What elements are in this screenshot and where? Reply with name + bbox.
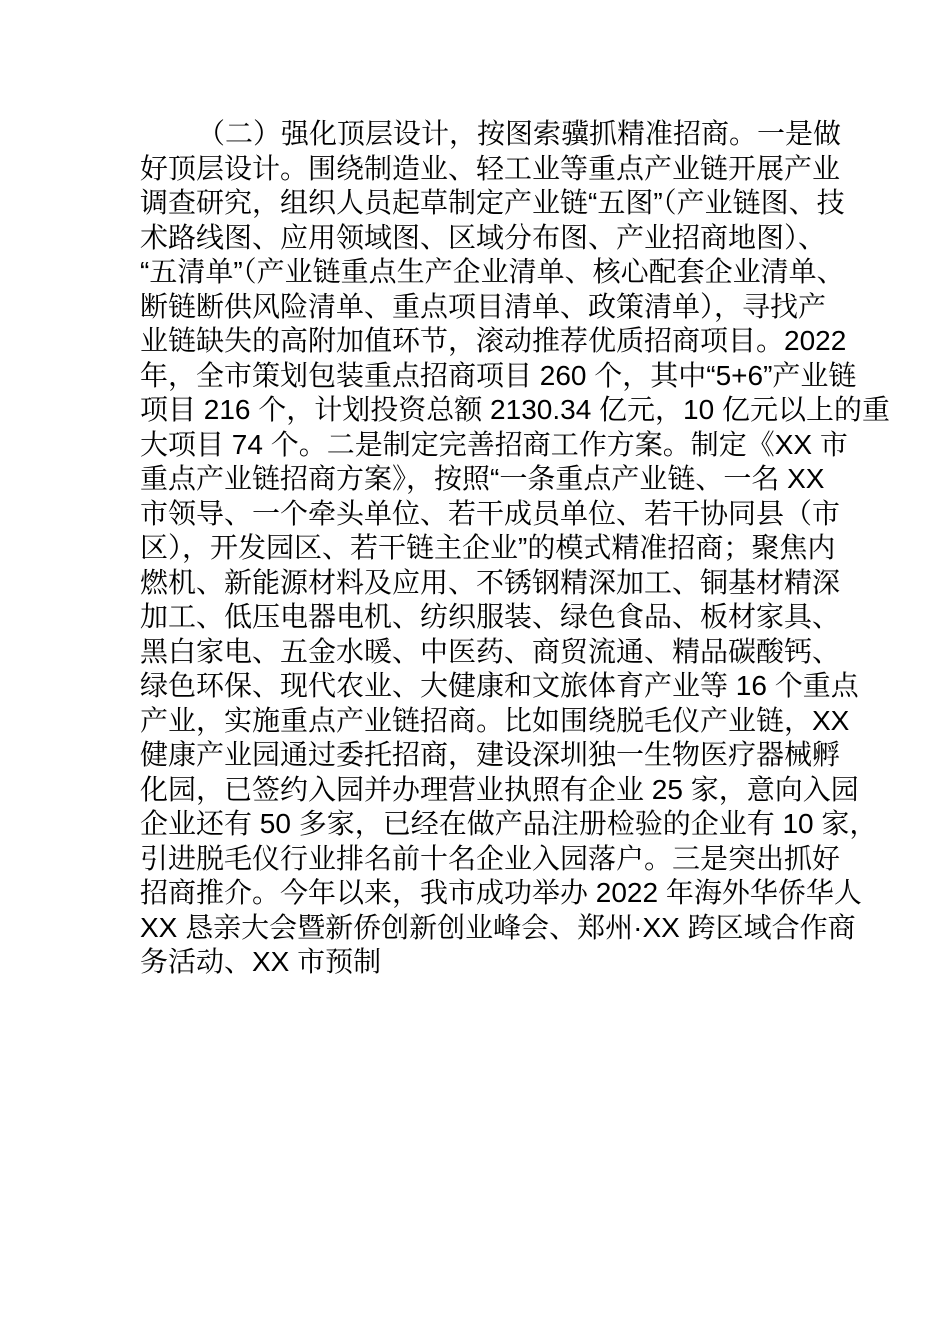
text-line: 项目 216 个，计划投资总额 2130.34 亿元，10 亿元以上的重 xyxy=(140,394,890,425)
text-line: 术路线图、应用领域图、区域分布图、产业招商地图）、 xyxy=(140,221,827,253)
text-line: 加工、低压电器电机、纺织服装、绿色食品、板材家具、 xyxy=(140,601,841,632)
text-line: 大项目 74 个。二是制定完善招商工作方案。制定《XX 市 xyxy=(140,428,848,460)
text-line: 健康产业园通过委托招商，建设深圳独一生物医疗器械孵 xyxy=(140,739,841,770)
text-line: 业链缺失的高附加值环节，滚动推荐优质招商项目。2022 xyxy=(140,325,847,356)
text-line: （二）强化顶层设计，按图索骥抓精准招商。一是做 xyxy=(197,118,842,149)
text-line: 燃机、新能源材料及应用、不锈钢精深加工、铜基材精深 xyxy=(140,566,841,598)
text-line: 重点产业链招商方案》，按照“一条重点产业链、一名 XX xyxy=(140,463,825,494)
text-line: 调查研究，组织人员起草制定产业链“五图”（产业链图、技 xyxy=(140,187,845,218)
text-line: 好顶层设计。围绕制造业、轻工业等重点产业链开展产业 xyxy=(140,152,841,184)
text-line: 年，全市策划包装重点招商项目 260 个，其中“5+6”产业链 xyxy=(140,359,857,391)
text-line: 区），开发园区、若干链主企业”的模式精准招商；聚焦内 xyxy=(140,532,836,563)
text-line: 产业，实施重点产业链招商。比如围绕脱毛仪产业链，XX xyxy=(140,704,850,736)
text-line: 市领导、一个牵头单位、若干成员单位、若干协同县（市 xyxy=(140,497,841,529)
text-line: 引进脱毛仪行业排名前十名企业入园落户。三是突出抓好 xyxy=(140,842,841,874)
paragraph-block xyxy=(140,117,890,980)
text-line: XX 恳亲大会暨新侨创新创业峰会、郑州·XX 跨区域合作商 xyxy=(140,911,856,943)
text-line: 务活动、XX 市预制 xyxy=(140,946,382,977)
text-line: “五清单”（产业链重点生产企业清单、核心配套企业清单、 xyxy=(140,256,845,287)
text-line: 招商推介。今年以来，我市成功举办 2022 年海外华侨华人 xyxy=(140,877,862,908)
text-line: 化园，已签约入园并办理营业执照有企业 25 家，意向入园 xyxy=(140,773,859,805)
text-line: 企业还有 50 多家，已经在做产品注册检验的企业有 10 家， xyxy=(140,808,878,839)
text-line: 黑白家电、五金水暖、中医药、商贸流通、精品碳酸钙、 xyxy=(140,635,841,667)
text-line: 断链断供风险清单、重点项目清单、政策清单），寻找产 xyxy=(140,290,827,322)
text-line: 绿色环保、现代农业、大健康和文旅体育产业等 16 个重点 xyxy=(140,670,859,701)
